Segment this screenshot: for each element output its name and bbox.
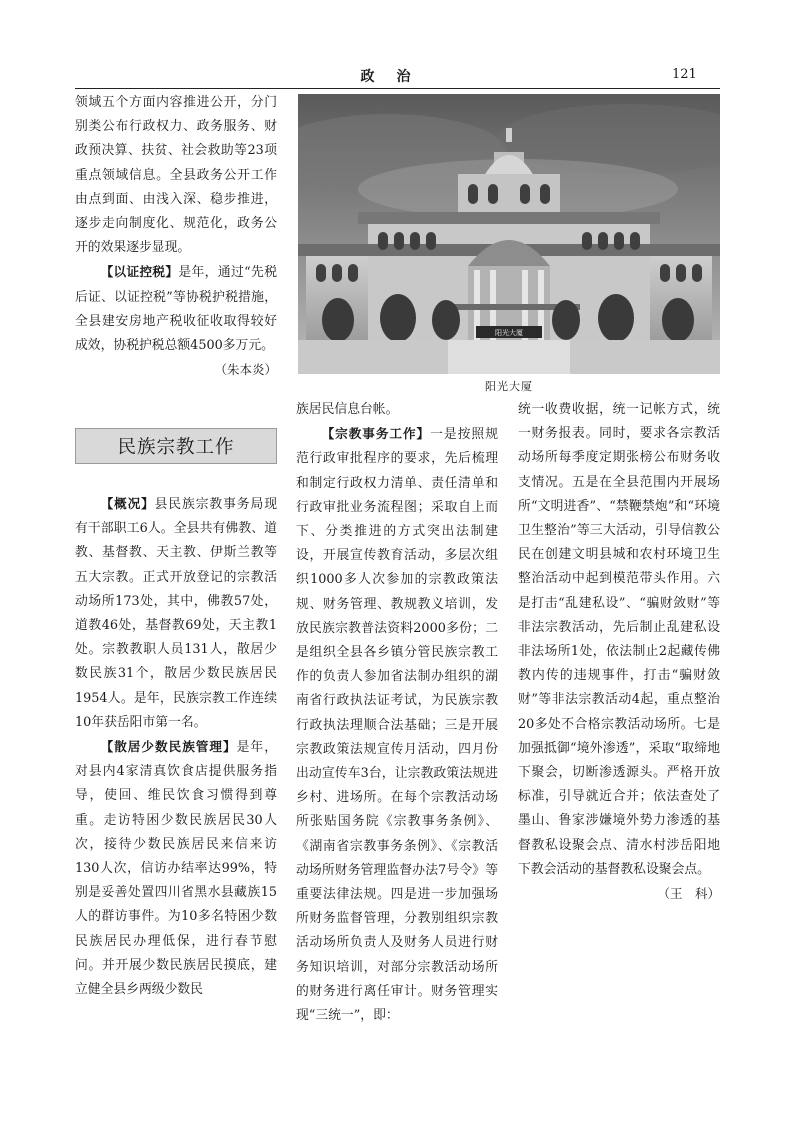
paragraph-heading: 【以证控税】 xyxy=(100,264,179,280)
paragraph-body: 是年，对县内4家清真饮食店提供服务指导，使回、维民饮食习惯得到尊重。走访特困少数民族居民30人次，接待少数民族居民来信来访130人次，信访办结率达99%，特别是妥善处置四川省黑水县藏族15人的群访事件。为10多名特困少数民族居民办理低保，进行春节慰问。并开展少数民族居民摸底，建立健全县乡两级少数民 xyxy=(75,740,278,998)
running-header-title: 政治 xyxy=(360,69,433,85)
page-number: 121 xyxy=(672,67,697,82)
building-photo xyxy=(298,94,720,374)
author-signature: （王 科） xyxy=(657,886,720,902)
column-left-bottom xyxy=(75,492,277,1002)
column-middle xyxy=(296,398,498,1028)
paragraph-heading: 【散居少数民族管理】 xyxy=(100,739,237,755)
section-title: 民族宗教工作 xyxy=(117,437,235,458)
paragraph-body: 县民族宗教事务局现有干部职工6人。全县共有佛教、道教、基督教、天主教、伊斯兰教等五大宗教。正式开放登记的宗教活动场所173处，其中，佛教57处，道教46处，基督教69处，天主教1处。宗教教职人员131人，散居少数民族31个，散居少数民族居民1954人。是年，民族宗教工作连续10年获岳阳市第一名。 xyxy=(75,497,278,730)
paragraph xyxy=(75,735,277,1002)
paragraph-body: 是年，通过“先税后证、以证控税”等协税护税措施，全县建安房地产税收征收取得较好成效，协税护税总额4500多万元。 xyxy=(75,265,278,354)
author-signature: （朱本炎） xyxy=(214,362,277,378)
section-heading-box xyxy=(75,428,277,464)
paragraph: 族居民信息台帐。 xyxy=(296,402,399,417)
paragraph: 领域五个方面内容推进公开，分门别类公布行政权力、政务服务、财政预决算、扶贫、社会救助等23项重点领域信息。全县政务公开工作由点到面、由浅入深、稳步推进，逐步走向制度化、规范化，政务公开的效果逐步显现。 xyxy=(75,95,277,256)
header-rule xyxy=(75,88,720,89)
column-left-top xyxy=(75,91,277,382)
paragraph xyxy=(296,422,498,1028)
paragraph-body: 一是按照规范行政审批程序的要求，先后梳理和制定行政权力清单、责任清单和行政审批业务流程图；采取自上而下、分类推进的方式突出法制建设，开展宣传教育活动，多层次组织1000多人次参加的宗教政策法规、财务管理、教规教义培训，发放民族宗教普法资料2000多份；二是组织全县各乡镇分管民族宗教工作的负责人参加省法制办组织的湖南省行政执法证考试，为民族宗教行政执法理顺合法基础；三是开展宗教政策法规宣传月活动，四月份出动宣传车3台，让宗教政策法规进乡村、进场所。在每个宗教活动场所张贴国务院《宗教事务条例》、《湖南省宗教事务条例》、《宗教活动场所财务管理监督办法7号令》等重要法律法规。四是进一步加强场所财务监督管理，分教别组织宗教活动场所负责人及财务人员进行财务知识培训，对部分宗教活动场所的财务进行离任审计。财务管理实现“三统一”，即： xyxy=(296,427,498,1024)
paragraph xyxy=(75,260,277,358)
plaque-text: 阳光大厦 xyxy=(495,329,523,337)
paragraph xyxy=(75,492,277,735)
photo-caption: 阳光大厦 xyxy=(485,380,533,393)
paragraph-heading: 【概况】 xyxy=(100,496,155,511)
paragraph-heading: 【宗教事务工作】 xyxy=(321,426,431,442)
paragraph: 统一收费收据，统一记帐方式，统一财务报表。同时，要求各宗教活动场所每季度定期张榜公布财务收支情况。五是在全县范围内开展场所“文明进香”、“禁鞭禁炮”和“环境卫生整治”等三大活动，引导信教公民在创建文明县城和农村环境卫生整治活动中起到模范带头作用。六是打击“乱建私设”、“骗财敛财”等非法宗教活动，先后制止乱建私设非法场所1处，依法制止2起藏传佛教内传的违规事件，打击“骗财敛财”等非法宗教活动4起，重点整治20多处不合格宗教活动场所。七是加强抵御“境外渗透”，采取“取缔地下聚会，切断渗透源头。严格开放标准，引导就近合并；依法查处了墨山、鲁家涉嫌境外势力渗透的基督教私设聚会点、清水村涉岳阳地下教会活动的基督教私设聚会点。 xyxy=(518,402,720,877)
column-right xyxy=(518,398,720,906)
